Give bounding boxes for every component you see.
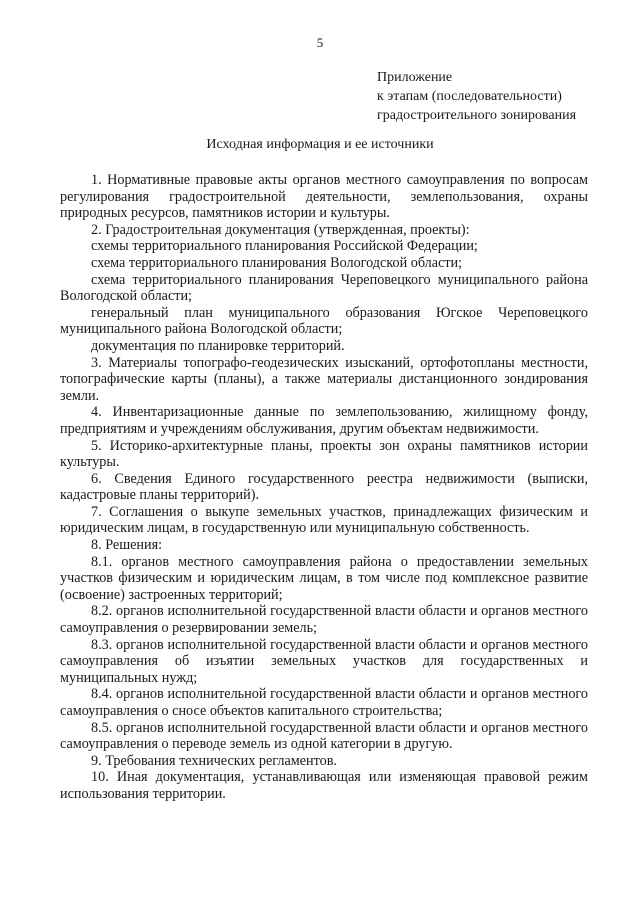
paragraph: 8.5. органов исполнительной государственной власти области и органов местного самоуправления о переводе земель из одной категории в другую. <box>60 719 588 753</box>
paragraph: 8.1. органов местного самоуправления района о предоставлении земельных участков физическим и юридическим лицам, в том числе под комплексное развитие (освоение) застроенных территорий; <box>60 553 588 603</box>
paragraph: 1. Нормативные правовые акты органов местного самоуправления по вопросам регулирования градостроительной деятельности, землепользования, охраны природных ресурсов, памятников истории и культуры. <box>60 172 588 222</box>
paragraph: 2. Градостроительная документация (утвержденная, проекты): <box>91 221 470 238</box>
paragraph: 3. Материалы топографо-геодезических изысканий, ортофотопланы местности, топографические карты (планы), а также материалы дистанционного зондирования земли. <box>60 354 588 404</box>
appendix-note <box>377 68 576 125</box>
paragraph: 5. Историко-архитектурные планы, проекты зон охраны памятников истории культуры. <box>60 437 588 471</box>
paragraph: схема территориального планирования Череповецкого муниципального района Вологодской области; <box>60 271 588 305</box>
paragraph: 4. Инвентаризационные данные по землепользованию, жилищному фонду, предприятиям и учреждениям обслуживания, другим объектам недвижимости. <box>60 404 588 437</box>
paragraph: генеральный план муниципального образования Югское Череповецкого муниципального района Вологодской области; <box>60 304 588 338</box>
appendix-line: Приложение <box>377 70 453 85</box>
appendix-line: градостроительного зонирования <box>377 108 577 123</box>
document-body <box>60 172 588 803</box>
paragraph: 9. Требования технических регламентов. <box>91 752 337 769</box>
paragraph: 8.4. органов исполнительной государственной власти области и органов местного самоуправления о сносе объектов капитального строительства; <box>60 686 588 719</box>
paragraph: 8.3. органов исполнительной государственной власти области и органов местного самоуправления об изъятии земельных участков для государственных и муниципальных нужд; <box>60 636 588 686</box>
appendix-line: к этапам (последовательности) <box>377 89 562 104</box>
paragraph: 8.2. органов исполнительной государственной власти области и органов местного самоуправления о резервировании земель; <box>60 603 588 637</box>
paragraph: 8. Решения: <box>91 537 163 554</box>
paragraph: схема территориального планирования Вологодской области; <box>91 254 463 271</box>
page-number: 5 <box>316 35 324 50</box>
paragraph: документация по планировке территорий. <box>91 337 345 354</box>
paragraph: 7. Соглашения о выкупе земельных участков, принадлежащих физическим и юридическим лицам, в государственную или муниципальную собственность. <box>60 503 588 537</box>
paragraph: 10. Иная документация, устанавливающая или изменяющая правовой режим использования территории. <box>60 769 588 802</box>
section-title: Исходная информация и ее источники <box>206 137 434 152</box>
paragraph: 6. Сведения Единого государственного реестра недвижимости (выписки, кадастровые планы территорий). <box>60 470 588 504</box>
paragraph: схемы территориального планирования Российской Федерации; <box>91 238 478 255</box>
